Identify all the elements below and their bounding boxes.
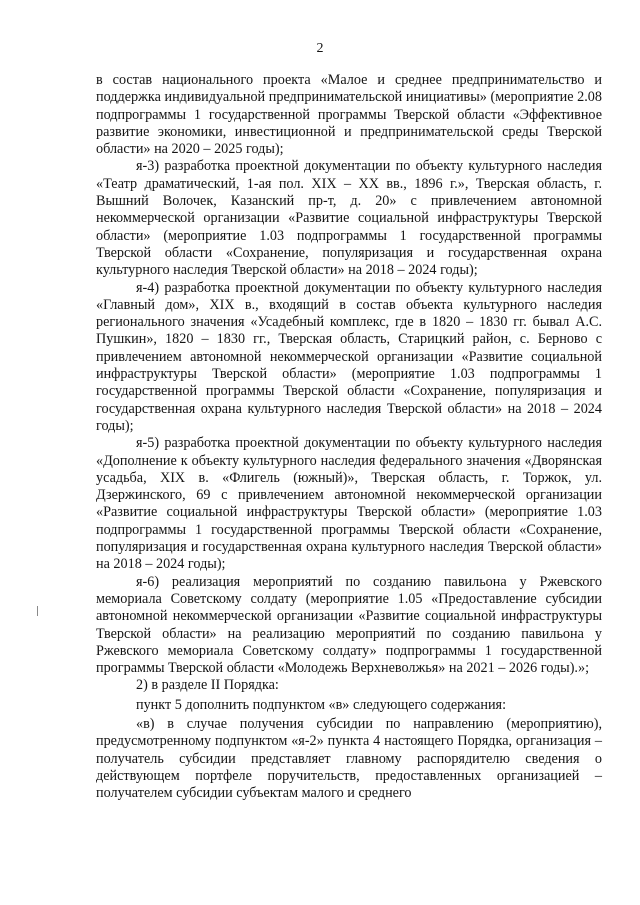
paragraph-continuation: в состав национального проекта «Малое и среднее предпринимательство и поддержка индивидуальной предпринимательской инициативы» (мероприятие 2.08 подпрограммы 1 государственной программы Тверской области «Эффективное развитие экономики, инвестиционной и предпринимательской среды Тверской области» на 2020 – 2025 годы); [96, 72, 602, 158]
paragraph-subpunkt-v: «в) в случае получения субсидии по направлению (мероприятию), предусмотренному подпунктом «я-2» пункта 4 настоящего Порядка, организация – получатель субсидии представляет главному распорядителю сведения о действующем портфеле поручительств, предоставленных организацией – получателем субсидии субъектам малого и среднего [96, 715, 602, 802]
page-number: 2 [316, 41, 324, 56]
paragraph-punkt-5: пункт 5 дополнить подпунктом «в» следующего содержания: [136, 696, 507, 713]
document-body [96, 72, 602, 802]
paragraph-ya-6: я-6) реализация мероприятий по созданию павильона у Ржевского мемориала Советскому солдату (мероприятие 1.05 «Предоставление субсидии автономной некоммерческой организации «Развитие социальной инфраструктуры Тверской области» на реализацию мероприятий по созданию павильона у Ржевского мемориала Советскому солдату» подпрограммы 1 государственной программы Тверской области «Молодежь Верхневолжья» на 2021 – 2026 годы).»; [96, 573, 602, 677]
paragraph-ya-5: я-5) разработка проектной документации по объекту культурного наследия «Дополнение к объекту культурного наследия федерального значения «Дворянская усадьба, XIX в. «Флигель (южный)», Тверская область, г. Торжок, ул. Дзержинского, 69 с привлечением автономной некоммерческой организации «Развитие социальной инфраструктуры Тверской области» (мероприятие 1.03 подпрограммы 1 государственной программы Тверской области «Сохранение, популяризация и государственная охрана культурного наследия Тверской области» на 2018 – 2024 годы); [96, 435, 602, 573]
paragraph-ya-3: я-3) разработка проектной документации по объекту культурного наследия «Театр драматический, 1-ая пол. XIX – XX вв., 1896 г.», Тверская область, г. Вышний Волочек, Казанский пр-т, д. 20» с привлечением автономной некоммерческой организации «Развитие социальной инфраструктуры Тверской области» (мероприятие 1.03 подпрограммы 1 государственной программы Тверской области «Сохранение, популяризация и государственная охрана культурного наследия Тверской области» на 2018 – 2024 годы); [96, 158, 602, 279]
margin-mark [37, 606, 38, 616]
paragraph-section-2: 2) в разделе II Порядка: [136, 677, 279, 694]
paragraph-ya-4: я-4) разработка проектной документации по объекту культурного наследия «Главный дом», XIX в., входящий в состав объекта культурного наследия регионального значения «Усадебный комплекс, где в 1820 – 1830 гг. бывал А.С. Пушкин», 1820 – 1830 гг., Тверская область, Старицкий район, с. Берново с привлечением автономной некоммерческой организации «Развитие социальной инфраструктуры Тверской области» (мероприятие 1.03 подпрограммы 1 государственной программы Тверской области «Сохранение, популяризация и государственная охрана культурного наследия Тверской области» на 2018 – 2024 годы); [96, 279, 602, 434]
